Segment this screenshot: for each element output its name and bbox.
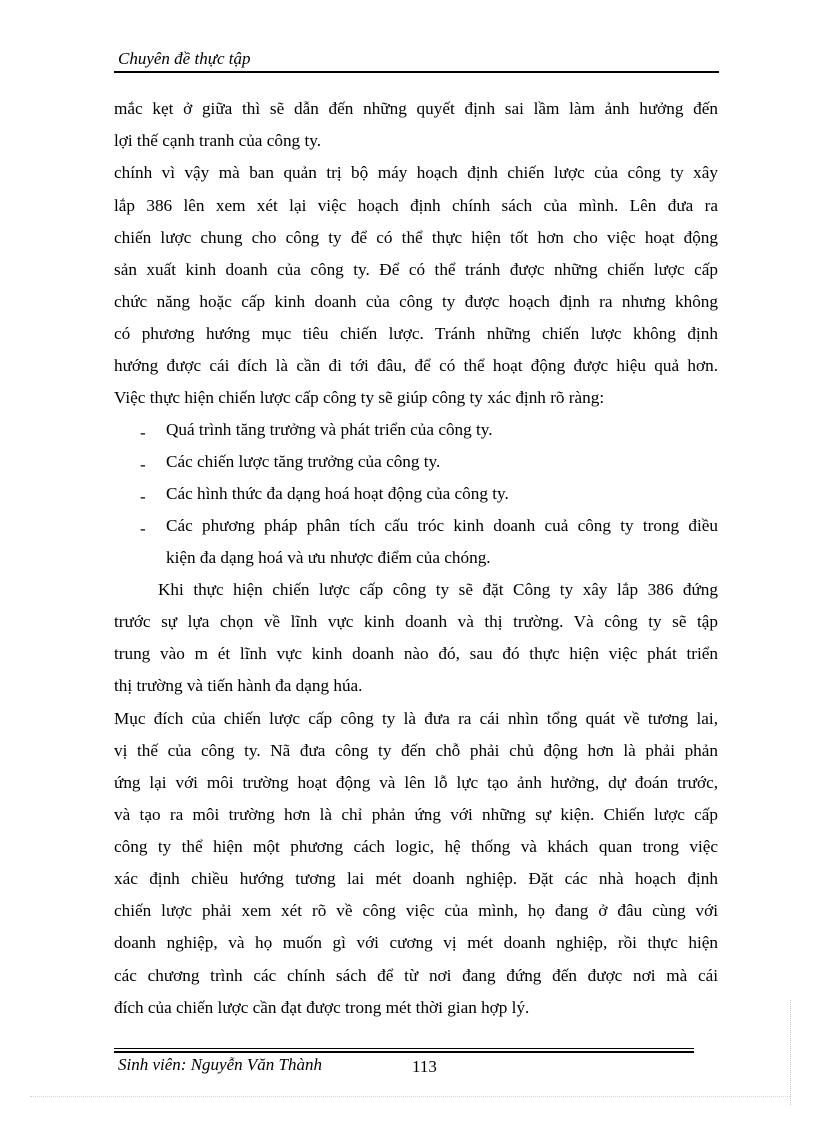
body-line: chính vì vậy mà ban quản trị bộ máy hoạch định chiến lược của công ty xây <box>114 163 718 182</box>
body-line: có phương hướng mục tiêu chiến lược. Tránh những chiến lược không định <box>114 324 718 343</box>
header-title: Chuyên đề thực tập <box>118 49 251 68</box>
page-number: 113 <box>412 1057 437 1076</box>
body-line: ứng lại với môi trường hoạt động và lên lỗ lực tạo ảnh hưởng, dự đoán trước, <box>114 773 718 792</box>
body-line: trung vào m ét lĩnh vực kinh doanh nào đó, sau đó thực hiện việc phát triển <box>114 644 718 663</box>
body-line: chiến lược phải xem xét rõ về công việc của mình, họ đang ở đâu cùng với <box>114 901 718 920</box>
body-line: thị trường và tiến hành đa dạng húa. <box>114 676 363 695</box>
bullet-marker: - <box>140 423 146 442</box>
body-line: Khi thực hiện chiến lược cấp công ty sẽ đặt Công ty xây lắp 386 đứng <box>158 580 718 599</box>
footer-rule <box>114 1048 694 1049</box>
body-line: chiến lược chung cho công ty để có thể thực hiện tốt hơn cho việc hoạt động <box>114 228 718 247</box>
bullet-marker: - <box>140 487 146 506</box>
body-line: sản xuất kinh doanh của công ty. Để có thể tránh được những chiến lược cấp <box>114 260 718 279</box>
body-line: xác định chiều hướng tương lai mét doanh nghiệp. Đặt các nhà hoạch định <box>114 869 718 888</box>
body-line: các chương trình các chính sách để từ nơi đang đứng đến được nơi mà cái <box>114 966 718 985</box>
body-line: trước sự lựa chọn về lĩnh vực kinh doanh và thị trường. Và công ty sẽ tập <box>114 612 718 631</box>
footer-student-name: Sinh viên: Nguyễn Văn Thành <box>118 1055 322 1074</box>
body-line: và tạo ra môi trường hơn là chỉ phản ứng với những sự kiện. Chiến lược cấp <box>114 805 718 824</box>
header-rule <box>114 71 719 73</box>
body-line: Việc thực hiện chiến lược cấp công ty sẽ giúp công ty xác định rõ ràng: <box>114 388 605 407</box>
body-line: đích của chiến lược cần đạt được trong mét thời gian hợp lý. <box>114 998 530 1017</box>
body-line: vị thế của công ty. Nã đưa công ty đến chỗ phải chủ động hơn là phải phản <box>114 741 718 760</box>
bullet-item: Các phương pháp phân tích cấu tróc kinh doanh cuả công ty trong điều <box>166 516 718 535</box>
bullet-continuation: kiện đa dạng hoá và ưu nhược điểm của chóng. <box>166 548 491 567</box>
body-line: hướng được cái đích là cần đi tới đâu, để có thể hoạt động được hiệu quả hơn. <box>114 356 718 375</box>
body-line: chức năng hoặc cấp kinh doanh của công ty được hoạch định ra nhưng không <box>114 292 718 311</box>
bullet-marker: - <box>140 519 146 538</box>
body-line: lắp 386 lên xem xét lại việc hoạch định chính sách của mình. Lên đưa ra <box>114 196 718 215</box>
body-line: doanh nghiệp, và họ muốn gì với cương vị mét doanh nghiệp, rồi thực hiện <box>114 933 718 952</box>
crop-mark <box>30 1096 790 1097</box>
bullet-item: Các chiến lược tăng trưởng của công ty. <box>166 452 441 471</box>
bullet-marker: - <box>140 455 146 474</box>
footer-rule <box>114 1051 694 1053</box>
body-line: lợi thế cạnh tranh của công ty. <box>114 131 321 150</box>
bullet-item: Quá trình tăng trưởng và phát triển của công ty. <box>166 420 493 439</box>
body-line: mắc kẹt ở giữa thì sẽ dẫn đến những quyết định sai lầm làm ảnh hưởng đến <box>114 99 718 118</box>
body-line: Mục đích của chiến lược cấp công ty là đưa ra cái nhìn tổng quát về tương lai, <box>114 709 718 728</box>
crop-mark <box>790 1000 791 1105</box>
body-line: công ty thể hiện một phương cách logic, hệ thống và khách quan trong việc <box>114 837 718 856</box>
bullet-item: Các hình thức đa dạng hoá hoạt động của công ty. <box>166 484 509 503</box>
